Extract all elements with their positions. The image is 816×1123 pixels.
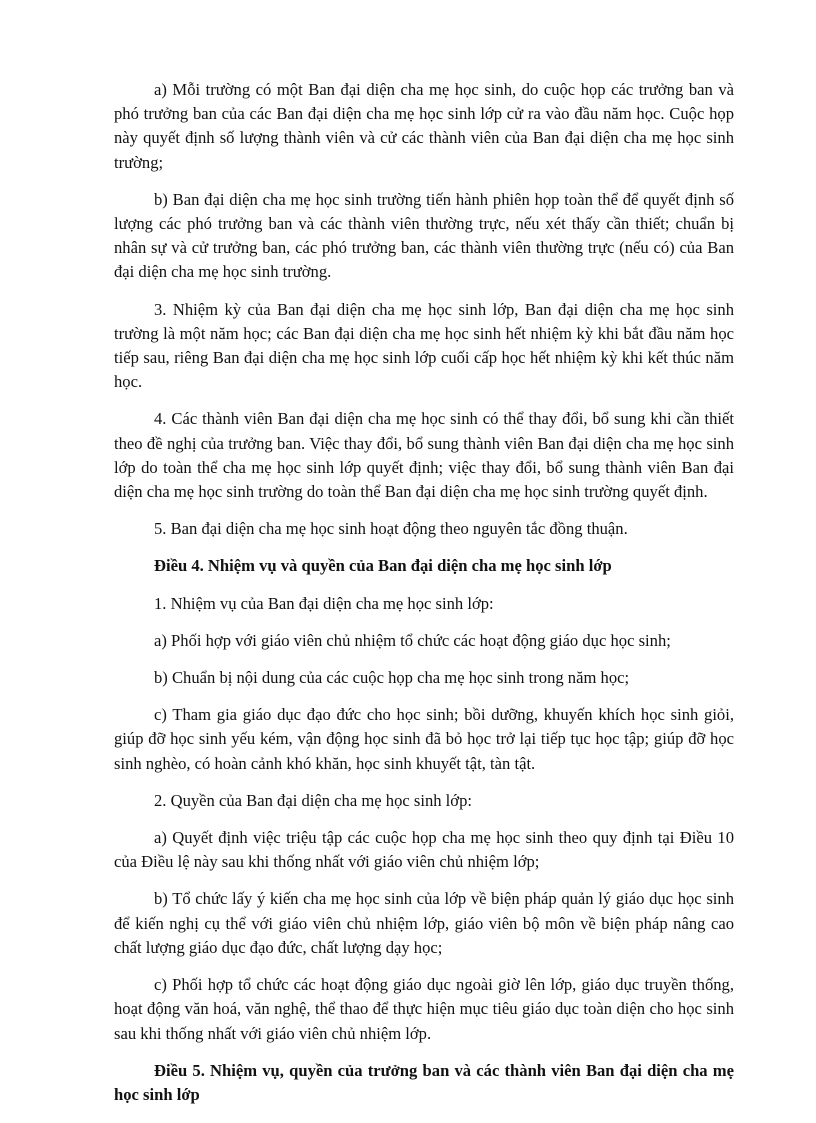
article-4-clause-2: 2. Quyền của Ban đại diện cha mẹ học sinh lớp: xyxy=(154,790,472,810)
paragraph-2b: b) Ban đại diện cha mẹ học sinh trường tiến hành phiên họp toàn thể để quyết định số lượng các phó trưởng ban và các thành viên thường trực, nếu xét thấy cần thiết; chuẩn bị nhân sự và cử trưởng ban, các phó trưởng ban, các thành viên thường trực (nếu có) của Ban đại diện cha mẹ học sinh trường. xyxy=(114,189,734,282)
article-4-clause-1: 1. Nhiệm vụ của Ban đại diện cha mẹ học sinh lớp: xyxy=(154,593,494,613)
article-4-clause-2b: b) Tổ chức lấy ý kiến cha mẹ học sinh của lớp về biện pháp quản lý giáo dục học sinh để kiến nghị cụ thể với giáo viên chủ nhiệm lớp, giáo viên bộ môn về biện pháp nâng cao chất lượng giáo dục đạo đức, chất lượng dạy học; xyxy=(114,889,734,957)
paragraph-3: 3. Nhiệm kỳ của Ban đại diện cha mẹ học sinh lớp, Ban đại diện cha mẹ học sinh trường là một năm học; các Ban đại diện cha mẹ học sinh hết nhiệm kỳ khi bắt đầu năm học tiếp sau, riêng Ban đại diện cha mẹ học sinh lớp cuối cấp học hết nhiệm kỳ khi kết thúc năm học. xyxy=(114,299,734,392)
article-4-clause-2a: a) Quyết định việc triệu tập các cuộc họp cha mẹ học sinh theo quy định tại Điều 10 của Điều lệ này sau khi thống nhất với giáo viên chủ nhiệm lớp; xyxy=(114,828,734,872)
article-4-heading: Điều 4. Nhiệm vụ và quyền của Ban đại diện cha mẹ học sinh lớp xyxy=(154,556,612,576)
article-4-clause-1a: a) Phối hợp với giáo viên chủ nhiệm tổ chức các hoạt động giáo dục học sinh; xyxy=(154,630,671,650)
paragraph-2a: a) Mỗi trường có một Ban đại diện cha mẹ học sinh, do cuộc họp các trưởng ban và phó trưởng ban của các Ban đại diện cha mẹ học sinh lớp cử ra vào đầu năm học. Cuộc họp này quyết định số lượng thành viên và cử các thành viên của Ban đại diện cha mẹ học sinh trường; xyxy=(114,80,734,172)
article-4-clause-1b: b) Chuẩn bị nội dung của các cuộc họp cha mẹ học sinh trong năm học; xyxy=(154,668,630,688)
article-4-clause-2c: c) Phối hợp tổ chức các hoạt động giáo dục ngoài giờ lên lớp, giáo dục truyền thống, hoạt động văn hoá, văn nghệ, thể thao để thực hiện mục tiêu giáo dục toàn diện cho học sinh sau khi thống nhất với giáo viên chủ nhiệm lớp. xyxy=(114,975,734,1043)
paragraph-5: 5. Ban đại diện cha mẹ học sinh hoạt động theo nguyên tắc đồng thuận. xyxy=(154,519,628,539)
paragraph-4: 4. Các thành viên Ban đại diện cha mẹ học sinh có thể thay đổi, bổ sung khi cần thiết theo đề nghị của trưởng ban. Việc thay đổi, bổ sung thành viên Ban đại diện cha mẹ học sinh lớp do toàn thể cha mẹ học sinh lớp quyết định; việc thay đổi, bổ sung thành viên Ban đại diện cha mẹ học sinh trường do toàn thể Ban đại diện cha mẹ học sinh trường quyết định. xyxy=(114,409,734,502)
article-5-heading: Điều 5. Nhiệm vụ, quyền của trưởng ban và các thành viên Ban đại diện cha mẹ học sinh lớp xyxy=(114,1060,734,1104)
article-4-clause-1c: c) Tham gia giáo dục đạo đức cho học sinh; bồi dưỡng, khuyến khích học sinh giỏi, giúp đỡ học sinh yếu kém, vận động học sinh đã bỏ học trở lại tiếp tục học tập; giúp đỡ học sinh nghèo, có hoàn cảnh khó khăn, học sinh khuyết tật, tàn tật. xyxy=(114,705,734,773)
